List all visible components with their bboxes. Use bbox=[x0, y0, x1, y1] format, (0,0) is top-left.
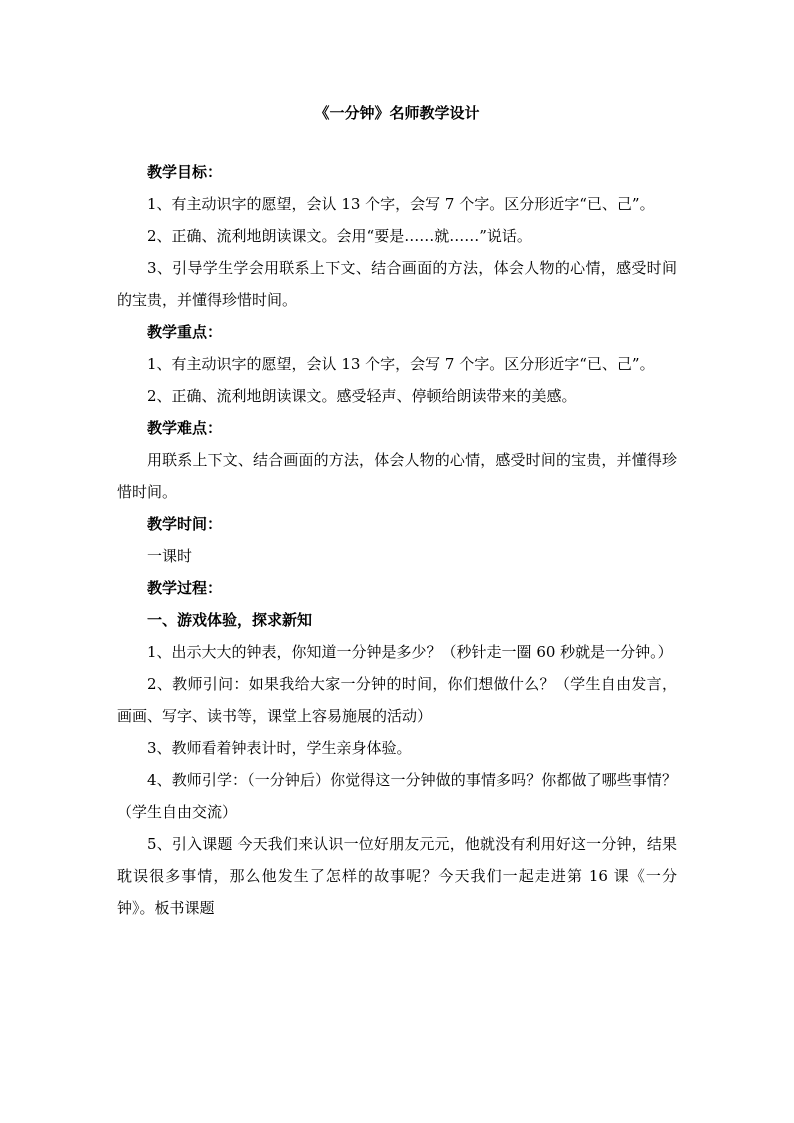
body-paragraph: 2、正确、流利地朗读课文。会用“要是……就……”说话。 bbox=[147, 227, 532, 245]
section-heading: 教学目标： bbox=[147, 163, 223, 181]
section-heading: 教学时间： bbox=[147, 515, 223, 533]
body-paragraph: 3、教师看着钟表计时，学生亲身体验。 bbox=[147, 739, 412, 757]
body-paragraph: 用联系上下文、结合画面的方法，体会人物的心情，感受时间的宝贵，并懂得珍惜时间。 bbox=[117, 451, 677, 501]
body-paragraph: 3、引导学生学会用联系上下文、结合画面的方法，体会人物的心情，感受时间的宝贵，并懂得珍惜时间。 bbox=[117, 259, 677, 309]
body-paragraph: 4、教师引学：（一分钟后）你觉得这一分钟做的事情多吗？你都做了哪些事情？（学生自由交流） bbox=[117, 771, 677, 821]
document-body bbox=[117, 156, 677, 924]
section-heading: 教学过程： bbox=[147, 579, 223, 597]
section-heading: 教学难点： bbox=[147, 419, 223, 437]
body-paragraph: 1、出示大大的钟表，你知道一分钟是多少？（秒针走一圈 60 秒就是一分钟。） bbox=[147, 643, 673, 661]
body-paragraph: 1、有主动识字的愿望，会认 13 个字，会写 7 个字。区分形近字“已、己”。 bbox=[147, 355, 655, 373]
body-paragraph: 一课时 bbox=[147, 547, 193, 565]
body-paragraph: 2、正确、流利地朗读课文。感受轻声、停顿给朗读带来的美感。 bbox=[147, 387, 577, 405]
body-paragraph: 1、有主动识字的愿望，会认 13 个字，会写 7 个字。区分形近字“已、己”。 bbox=[147, 195, 655, 213]
section-heading: 一、游戏体验，探求新知 bbox=[147, 611, 313, 629]
body-paragraph: 2、教师引问：如果我给大家一分钟的时间，你们想做什么？（学生自由发言，画画、写字、读书等，课堂上容易施展的活动） bbox=[117, 675, 677, 725]
body-paragraph: 5、引入课题 今天我们来认识一位好朋友元元，他就没有利用好这一分钟，结果耽误很多事情，那么他发生了怎样的故事呢？今天我们一起走进第 16 课《一分钟》。板书课题 bbox=[117, 835, 677, 917]
document-title: 《一分钟》名师教学设计 bbox=[314, 104, 480, 122]
section-heading: 教学重点： bbox=[147, 323, 223, 341]
